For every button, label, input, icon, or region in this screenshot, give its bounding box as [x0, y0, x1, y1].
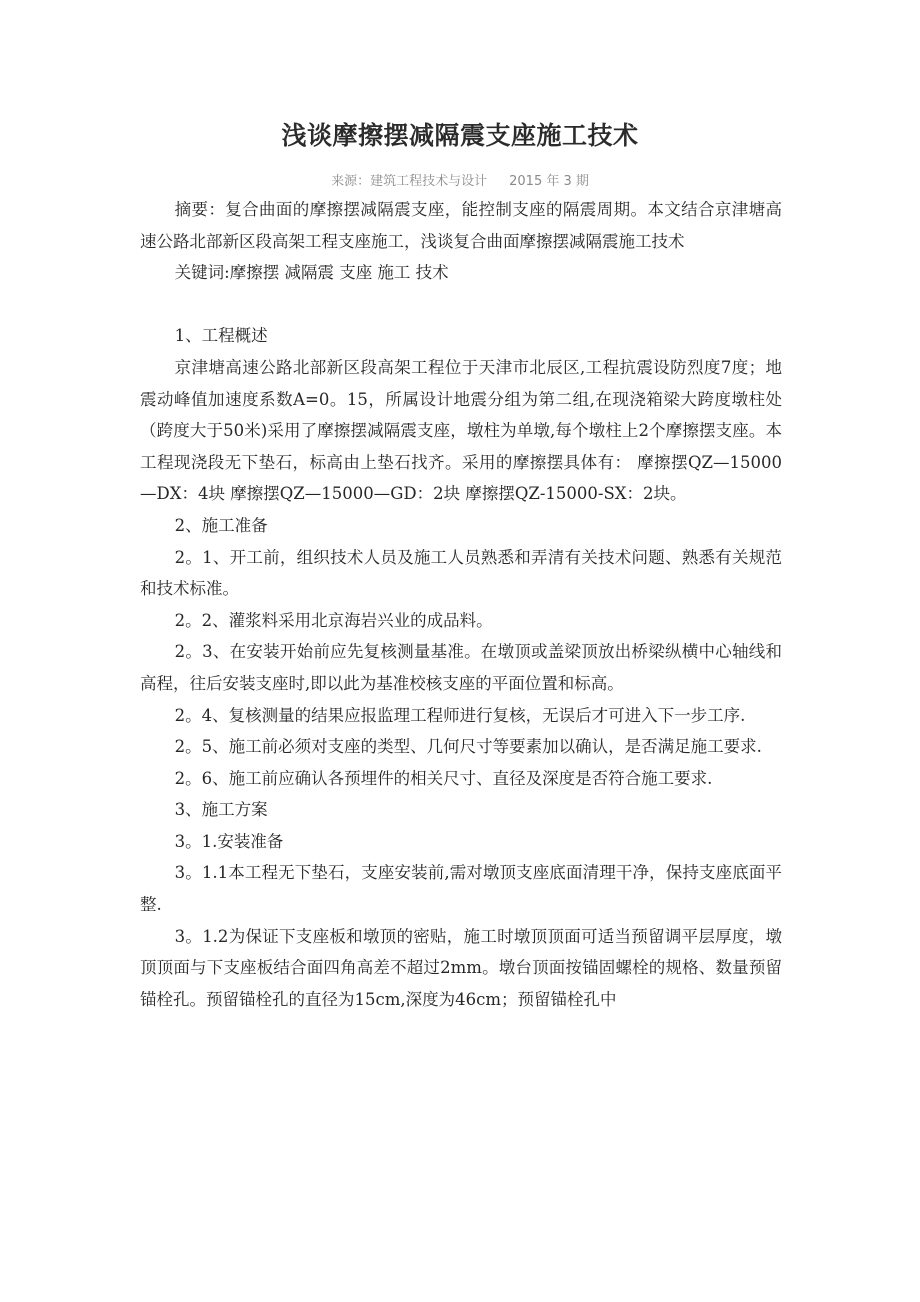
- blank-line: [140, 289, 782, 321]
- section-2-3-paragraph: 2。3、在安装开始前应先复核测量基准。在墩顶或盖梁顶放出桥梁纵横中心轴线和高程，往后安装支座时,即以此为基准校核支座的平面位置和标高。: [140, 642, 782, 693]
- source-line: [0, 170, 920, 189]
- section-3-1-2-paragraph: 3。1.2为保证下支座板和墩顶的密贴，施工时墩顶顶面可适当预留调平层厚度，墩顶顶面与下支座板结合面四角高差不超过2mm。墩台顶面按锚固螺栓的规格、数量预留锚栓孔。预留锚栓孔的直径为15cm,深度为46cm；预留锚栓孔中: [140, 926, 782, 1009]
- section-2-heading: 2、施工准备: [174, 515, 268, 535]
- section-3-1-1-paragraph: 3。1.1本工程无下垫石，支座安装前,需对墩顶支座底面清理干净，保持支座底面平整.: [140, 863, 782, 915]
- issue-label: 2015 年 3 期: [509, 174, 589, 189]
- keywords-paragraph: 关键词:摩擦摆 减隔震 支座 施工 技术: [174, 263, 449, 283]
- section-2-2-paragraph: 2。2、灌浆料采用北京海岩兴业的成品料。: [174, 610, 493, 630]
- abstract-paragraph: 摘要：复合曲面的摩擦摆减隔震支座，能控制支座的隔震周期。本文结合京津塘高速公路北部新区段高架工程支座施工，浅谈复合曲面摩擦摆减隔震施工技术: [140, 200, 782, 251]
- section-1-paragraph: 京津塘高速公路北部新区段高架工程位于天津市北辰区,工程抗震设防烈度7度；地震动峰值加速度系数A=0。15，所属设计地震分组为第二组,在现浇箱梁大跨度墩柱处（跨度大于50米)采用了摩擦摆减隔震支座，墩柱为单墩,每个墩柱上2个摩擦摆支座。本工程现浇段无下垫石，标高由上垫石找齐。采用的摩擦摆具体有： 摩擦摆QZ—15000—DX：4块 摩擦摆QZ—15000—GD：2块 摩擦摆QZ-15000-SX：2块。: [140, 357, 782, 504]
- section-3-1-heading: 3。1.安装准备: [174, 831, 284, 851]
- section-2-6-paragraph: 2。6、施工前应确认各预埋件的相关尺寸、直径及深度是否符合施工要求.: [174, 768, 713, 788]
- section-2-1-paragraph: 2。1、开工前，组织技术人员及施工人员熟悉和弄清有关技术问题、熟悉有关规范和技术标准。: [140, 547, 782, 599]
- section-3-heading: 3、施工方案: [174, 800, 268, 820]
- page-title: 浅谈摩擦摆减隔震支座施工技术: [281, 121, 639, 150]
- section-2-4-paragraph: 2。4、复核测量的结果应报监理工程师进行复核，无误后才可进入下一步工序.: [174, 705, 746, 725]
- section-1-heading: 1、工程概述: [174, 326, 268, 346]
- article-body: [140, 194, 782, 1015]
- section-2-5-paragraph: 2。5、施工前必须对支座的类型、几何尺寸等要素加以确认，是否满足施工要求.: [174, 737, 762, 757]
- source-label: 来源：建筑工程技术与设计: [331, 174, 488, 189]
